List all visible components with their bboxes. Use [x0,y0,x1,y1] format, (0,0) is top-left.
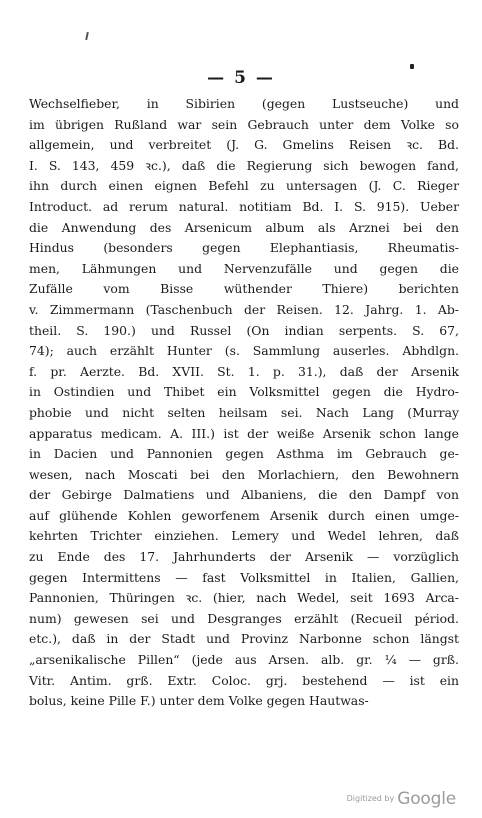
text-line: v. Zimmermann (Taschenbuch der Reisen. 12. Jahrg. 1. Ab- [29,301,459,317]
text-line: etc.), daß in der Stadt und Provinz Narbonne schon längst [29,631,459,647]
text-line: Pannonien, Thüringen ꝛc. (hier, nach Wedel, seit 1693 Arca- [29,590,459,606]
text-line: „arsenikalische Pillen“ (jede aus Arsen. alb. gr. ¼ — grß. [29,652,459,668]
text-line: zu Ende des 17. Jahrhunderts der Arsenik — vorzüglich [29,549,459,565]
google-logo: Google [397,789,456,809]
text-line: in Dacien und Pannonien gegen Asthma im Gebrauch ge- [29,446,459,462]
text-line: Vitr. Antim. grß. Extr. Coloc. grj. bestehend — ist ein [29,672,459,688]
text-line: im übrigen Rußland war sein Gebrauch unter dem Volke so [29,116,459,132]
text-line: auf glühende Kohlen geworfenem Arsenik durch einen umge- [29,507,459,523]
text-line: Introduct. ad rerum natural. notitiam Bd. I. S. 915). Ueber [29,198,459,214]
digitization-watermark [347,789,456,809]
text-line: der Gebirge Dalmatiens und Albaniens, die den Dampf von [29,487,459,503]
text-line: Hindus (besonders gegen Elephantiasis, Rheumatis- [29,240,459,256]
text-line: gegen Intermittens — fast Volksmittel in Italien, Gallien, [29,569,459,585]
text-line: 74); auch erzählt Hunter (s. Sammlung auserles. Abhdlgn. [29,343,459,359]
text-line: f. pr. Aerzte. Bd. XVII. St. 1. p. 31.), daß der Arsenik [29,363,459,379]
text-line: phobie und nicht selten heilsam sei. Nach Lang (Murray [29,404,459,420]
page-number: — 5 — [207,68,275,88]
text-line: apparatus medicam. A. III.) ist der weiße Arsenik schon lange [29,425,459,441]
text-line: men, Lähmungen und Nervenzufälle und gegen die [29,260,459,276]
text-line: Zufälle vom Bisse wüthender Thiere) berichten [29,281,459,297]
text-line: num) gewesen sei und Desgranges erzählt (Recueil périod. [29,610,459,626]
body-text [29,94,459,712]
text-line: wesen, nach Moscati bei den Morlachiern, den Bewohnern [29,466,459,482]
watermark-prefix: Digitized by [346,794,395,803]
text-line: theil. S. 190.) und Russel (On indian serpents. S. 67, [29,322,459,338]
text-line: die Anwendung des Arsenicum album als Arznei bei den [29,219,459,235]
text-line: I. S. 143, 459 ꝛc.), daß die Regierung sich bewogen fand, [29,157,459,173]
text-line: Wechselfieber, in Sibirien (gegen Lustseuche) und [29,96,459,111]
text-line: in Ostindien und Thibet ein Volksmittel gegen die Hydro- [29,384,459,400]
ink-speck [85,32,89,40]
text-line: kehrten Trichter einziehen. Lemery und Wedel lehren, daß [29,528,459,544]
text-line: allgemein, und verbreitet (J. G. Gmelins Reisen ꝛc. Bd. [29,137,459,153]
text-line: ihn durch einen eignen Befehl zu untersagen (J. C. Rieger [29,178,459,194]
text-line: bolus, keine Pille F.) unter dem Volke gegen Hautwas- [29,693,369,709]
